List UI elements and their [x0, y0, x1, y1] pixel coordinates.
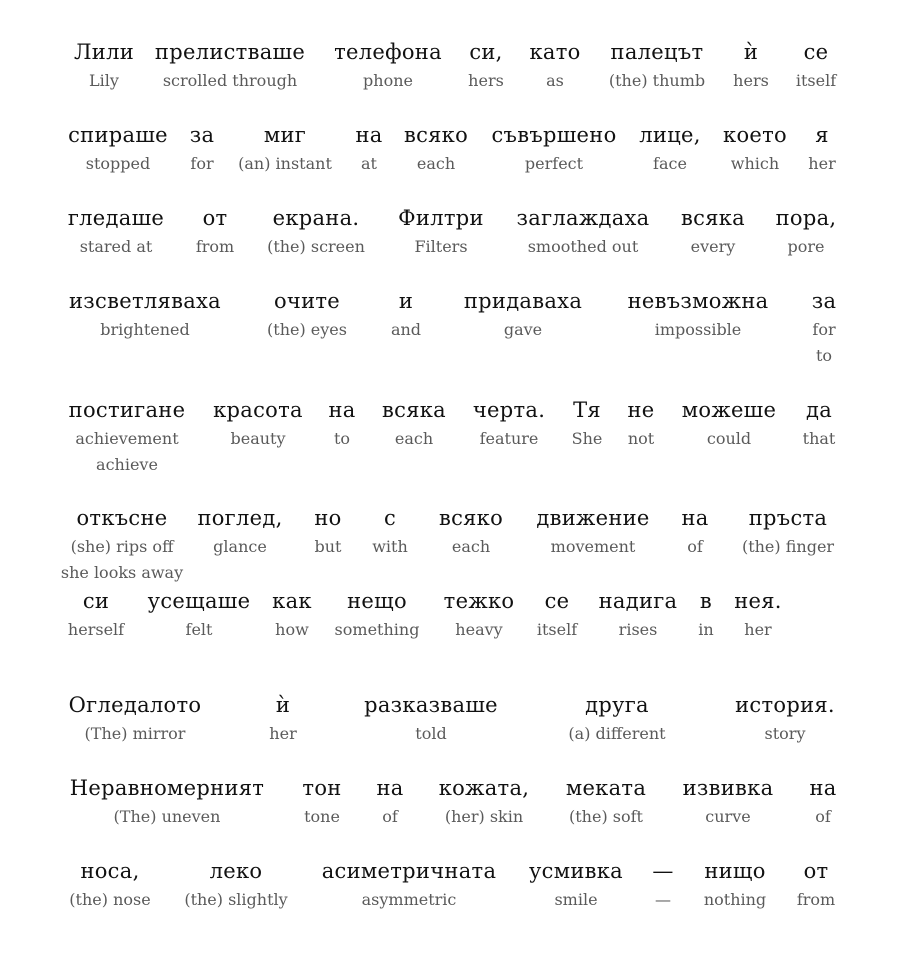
english-gloss: every: [690, 237, 736, 256]
gloss-word: [742, 506, 834, 560]
gloss-word: [272, 589, 312, 643]
bulgarian-word: не: [627, 398, 655, 422]
bulgarian-word: невъзможна: [627, 289, 769, 313]
gloss-word: [609, 40, 705, 94]
english-gloss: pore: [787, 237, 825, 256]
gloss-word: [517, 206, 650, 260]
bulgarian-word: се: [544, 589, 570, 613]
bulgarian-word: си,: [469, 40, 503, 64]
english-gloss: but: [314, 537, 342, 556]
bulgarian-word: красота: [213, 398, 303, 422]
gloss-word: [704, 859, 766, 913]
gloss-word: [681, 206, 745, 260]
bulgarian-word: меката: [565, 776, 647, 800]
gloss-word: [69, 398, 186, 478]
english-gloss: (the) nose: [69, 890, 151, 909]
english-gloss: at: [361, 154, 377, 173]
gloss-word: [238, 123, 332, 177]
bulgarian-word: как: [272, 589, 312, 613]
gloss-word: [803, 398, 836, 452]
gloss-word: [735, 693, 835, 747]
bulgarian-word: в: [699, 589, 713, 613]
bulgarian-word: на: [681, 506, 709, 530]
bulgarian-word: постигане: [68, 398, 186, 422]
english-gloss: stopped: [85, 154, 151, 173]
english-gloss: movement: [550, 537, 636, 556]
gloss-word: [69, 693, 202, 747]
english-gloss: rises: [618, 620, 658, 639]
bulgarian-word: надига: [598, 589, 678, 613]
bulgarian-word: прелистваше: [154, 40, 306, 64]
english-gloss-alternate: she looks away: [60, 563, 184, 582]
gloss-word: [382, 398, 446, 452]
bulgarian-word: от: [803, 859, 829, 883]
bulgarian-word: си: [82, 589, 110, 613]
gloss-word: [364, 693, 498, 747]
english-gloss: itself: [536, 620, 578, 639]
gloss-word: [468, 40, 504, 94]
bulgarian-word: на: [376, 776, 404, 800]
gloss-word: [155, 40, 305, 94]
bulgarian-word: нея.: [734, 589, 782, 613]
english-gloss: hers: [733, 71, 769, 90]
gloss-word: [267, 289, 347, 343]
english-gloss: each: [416, 154, 456, 173]
gloss-word: [68, 206, 164, 260]
gloss-word: [734, 589, 782, 643]
bulgarian-word: усещаше: [147, 589, 251, 613]
english-gloss: (the) eyes: [267, 320, 347, 339]
bulgarian-word: кожата,: [438, 776, 530, 800]
bulgarian-word: я: [815, 123, 829, 147]
bulgarian-word: тон: [302, 776, 342, 800]
bulgarian-word: от: [202, 206, 228, 230]
gloss-word: [683, 776, 774, 830]
gloss-word: [812, 289, 837, 369]
gloss-word: [682, 398, 776, 452]
gloss-word: [491, 123, 616, 177]
bulgarian-word: очите: [273, 289, 341, 313]
bulgarian-word: придаваха: [463, 289, 583, 313]
gloss-word: [529, 859, 623, 913]
english-gloss: (a) different: [568, 724, 666, 743]
bulgarian-word: екрана.: [272, 206, 360, 230]
bulgarian-word: лице,: [639, 123, 701, 147]
bulgarian-word: палецът: [610, 40, 704, 64]
gloss-word: [572, 398, 603, 452]
english-gloss: (The) uneven: [113, 807, 221, 826]
bulgarian-word: Тя: [573, 398, 601, 422]
gloss-word: [404, 123, 468, 177]
english-gloss: each: [451, 537, 491, 556]
gloss-word: [376, 776, 403, 830]
bulgarian-word: за: [189, 123, 215, 147]
english-gloss: impossible: [654, 320, 742, 339]
english-gloss: (the) soft: [569, 807, 643, 826]
english-gloss: (her) skin: [444, 807, 524, 826]
bulgarian-word: движение: [536, 506, 650, 530]
english-gloss: smoothed out: [527, 237, 639, 256]
bulgarian-word: на: [809, 776, 837, 800]
gloss-word: [444, 589, 515, 643]
english-gloss: her: [808, 154, 836, 173]
english-gloss: (The) mirror: [84, 724, 186, 743]
bulgarian-word: ѝ: [743, 40, 759, 64]
gloss-word: [681, 506, 708, 560]
english-gloss: tone: [304, 807, 340, 826]
bulgarian-word: разказваше: [364, 693, 498, 717]
english-gloss: nothing: [703, 890, 767, 909]
english-gloss: curve: [705, 807, 751, 826]
english-gloss: of: [382, 807, 398, 826]
bulgarian-word: Огледалото: [68, 693, 202, 717]
english-gloss: (the) slightly: [184, 890, 288, 909]
bulgarian-word: можеше: [681, 398, 777, 422]
english-gloss: of: [815, 807, 831, 826]
gloss-word: [439, 776, 530, 830]
english-gloss: could: [706, 429, 752, 448]
gloss-word: [70, 776, 264, 830]
gloss-word: [335, 589, 420, 643]
english-gloss: brightened: [100, 320, 190, 339]
bulgarian-word: телефона: [334, 40, 442, 64]
gloss-word: [473, 398, 545, 452]
bulgarian-word: и: [398, 289, 414, 313]
bulgarian-word: заглаждаха: [516, 206, 650, 230]
english-gloss: scrolled through: [162, 71, 298, 90]
english-gloss: perfect: [524, 154, 584, 173]
gloss-word: [439, 506, 503, 560]
bulgarian-word: откъсне: [76, 506, 168, 530]
english-gloss: story: [764, 724, 806, 743]
bulgarian-word: като: [529, 40, 581, 64]
gloss-word: [334, 40, 442, 94]
english-gloss: of: [687, 537, 703, 556]
gloss-word: [190, 123, 215, 177]
bulgarian-word: тежко: [443, 589, 515, 613]
bulgarian-word: за: [811, 289, 837, 313]
gloss-word: [808, 123, 835, 177]
gloss-word: [74, 40, 134, 94]
english-gloss: herself: [67, 620, 125, 639]
bulgarian-word: с: [383, 506, 397, 530]
gloss-word: [302, 776, 341, 830]
gloss-word: [464, 289, 582, 343]
english-gloss: glance: [213, 537, 267, 556]
bulgarian-word: Филтри: [398, 206, 484, 230]
bulgarian-word: всяка: [681, 206, 745, 230]
english-gloss: itself: [795, 71, 837, 90]
english-gloss: (the) finger: [741, 537, 835, 556]
english-gloss: how: [275, 620, 309, 639]
gloss-word: [372, 506, 408, 560]
bulgarian-word: спираше: [68, 123, 168, 147]
bulgarian-word: на: [328, 398, 356, 422]
english-gloss: her: [744, 620, 772, 639]
bulgarian-word: Неравномерният: [69, 776, 265, 800]
gloss-word: [322, 859, 497, 913]
gloss-word: [184, 859, 287, 913]
english-gloss: beauty: [230, 429, 286, 448]
bulgarian-word: гледаше: [67, 206, 165, 230]
gloss-word: [652, 859, 673, 913]
english-gloss: Lily: [89, 71, 119, 90]
english-gloss: her: [269, 724, 297, 743]
english-gloss: and: [390, 320, 422, 339]
english-gloss-alternate: to: [815, 346, 833, 365]
english-gloss: Filters: [414, 237, 468, 256]
english-gloss: to: [333, 429, 351, 448]
gloss-word: [391, 289, 421, 343]
gloss-word: [269, 693, 296, 747]
bulgarian-word: съвършено: [491, 123, 617, 147]
gloss-word: [639, 123, 700, 177]
english-gloss: achievement: [75, 429, 179, 448]
bulgarian-word: миг: [263, 123, 307, 147]
gloss-word: [196, 206, 234, 260]
gloss-word: [314, 506, 341, 560]
bulgarian-word: да: [805, 398, 833, 422]
gloss-word: [797, 859, 835, 913]
gloss-word: [61, 506, 183, 586]
english-gloss: (the) screen: [267, 237, 365, 256]
gloss-word: [536, 506, 649, 560]
gloss-word: [566, 776, 646, 830]
bulgarian-word: нищо: [704, 859, 766, 883]
gloss-word: [529, 40, 580, 94]
gloss-word: [698, 589, 713, 643]
gloss-word: [355, 123, 382, 177]
bulgarian-word: усмивка: [528, 859, 624, 883]
english-gloss: (she) rips off: [70, 537, 174, 556]
english-gloss: not: [627, 429, 655, 448]
bulgarian-word: всяко: [403, 123, 469, 147]
bulgarian-word: се: [803, 40, 829, 64]
bulgarian-word: изсветляваха: [69, 289, 221, 313]
gloss-word: [328, 398, 355, 452]
gloss-word: [568, 693, 665, 747]
english-gloss: felt: [185, 620, 213, 639]
bulgarian-word: черта.: [472, 398, 546, 422]
gloss-word: [267, 206, 365, 260]
gloss-word: [723, 123, 787, 177]
english-gloss-alternate: achieve: [96, 455, 158, 474]
bulgarian-word: асиметричната: [321, 859, 497, 883]
english-gloss: that: [802, 429, 836, 448]
gloss-word: [627, 398, 654, 452]
bulgarian-word: ѝ: [275, 693, 291, 717]
english-gloss: asymmetric: [361, 890, 457, 909]
gloss-word: [796, 40, 836, 94]
english-gloss: which: [730, 154, 780, 173]
gloss-word: [68, 589, 124, 643]
english-gloss: —: [655, 890, 671, 909]
gloss-word: [628, 289, 769, 343]
bulgarian-word: което: [723, 123, 787, 147]
english-gloss: feature: [479, 429, 539, 448]
english-gloss: as: [546, 71, 564, 90]
bulgarian-word: Лили: [73, 40, 135, 64]
bulgarian-word: извивка: [682, 776, 774, 800]
english-gloss: for: [190, 154, 214, 173]
gloss-word: [69, 859, 150, 913]
english-gloss: (an) instant: [238, 154, 332, 173]
bulgarian-word: но: [314, 506, 342, 530]
english-gloss: (the) thumb: [608, 71, 706, 90]
bulgarian-word: нещо: [347, 589, 407, 613]
gloss-word: [537, 589, 577, 643]
bulgarian-word: поглед,: [197, 506, 283, 530]
bulgarian-word: на: [355, 123, 383, 147]
bulgarian-word: друга: [585, 693, 649, 717]
english-gloss: heavy: [455, 620, 503, 639]
english-gloss: each: [394, 429, 434, 448]
english-gloss: for: [812, 320, 836, 339]
bulgarian-word: всяко: [438, 506, 504, 530]
bulgarian-word: пръста: [748, 506, 828, 530]
english-gloss: gave: [503, 320, 543, 339]
english-gloss: She: [571, 429, 603, 448]
gloss-word: [213, 398, 303, 452]
english-gloss: face: [653, 154, 687, 173]
gloss-word: [69, 289, 221, 343]
gloss-word: [197, 506, 282, 560]
english-gloss: with: [372, 537, 408, 556]
gloss-word: [398, 206, 484, 260]
gloss-word: [148, 589, 251, 643]
english-gloss: from: [796, 890, 836, 909]
bulgarian-word: носа,: [80, 859, 140, 883]
gloss-word: [809, 776, 836, 830]
bulgarian-word: всяка: [382, 398, 446, 422]
gloss-word: [776, 206, 837, 260]
english-gloss: stared at: [79, 237, 153, 256]
english-gloss: something: [334, 620, 420, 639]
bulgarian-word: пора,: [775, 206, 837, 230]
gloss-word: [599, 589, 678, 643]
bulgarian-word: леко: [209, 859, 263, 883]
gloss-word: [68, 123, 168, 177]
bulgarian-word: история.: [735, 693, 835, 717]
english-gloss: in: [698, 620, 714, 639]
bulgarian-word: —: [652, 859, 674, 883]
english-gloss: from: [195, 237, 235, 256]
english-gloss: smile: [554, 890, 598, 909]
english-gloss: hers: [468, 71, 504, 90]
english-gloss: told: [415, 724, 447, 743]
gloss-word: [733, 40, 769, 94]
english-gloss: phone: [363, 71, 413, 90]
